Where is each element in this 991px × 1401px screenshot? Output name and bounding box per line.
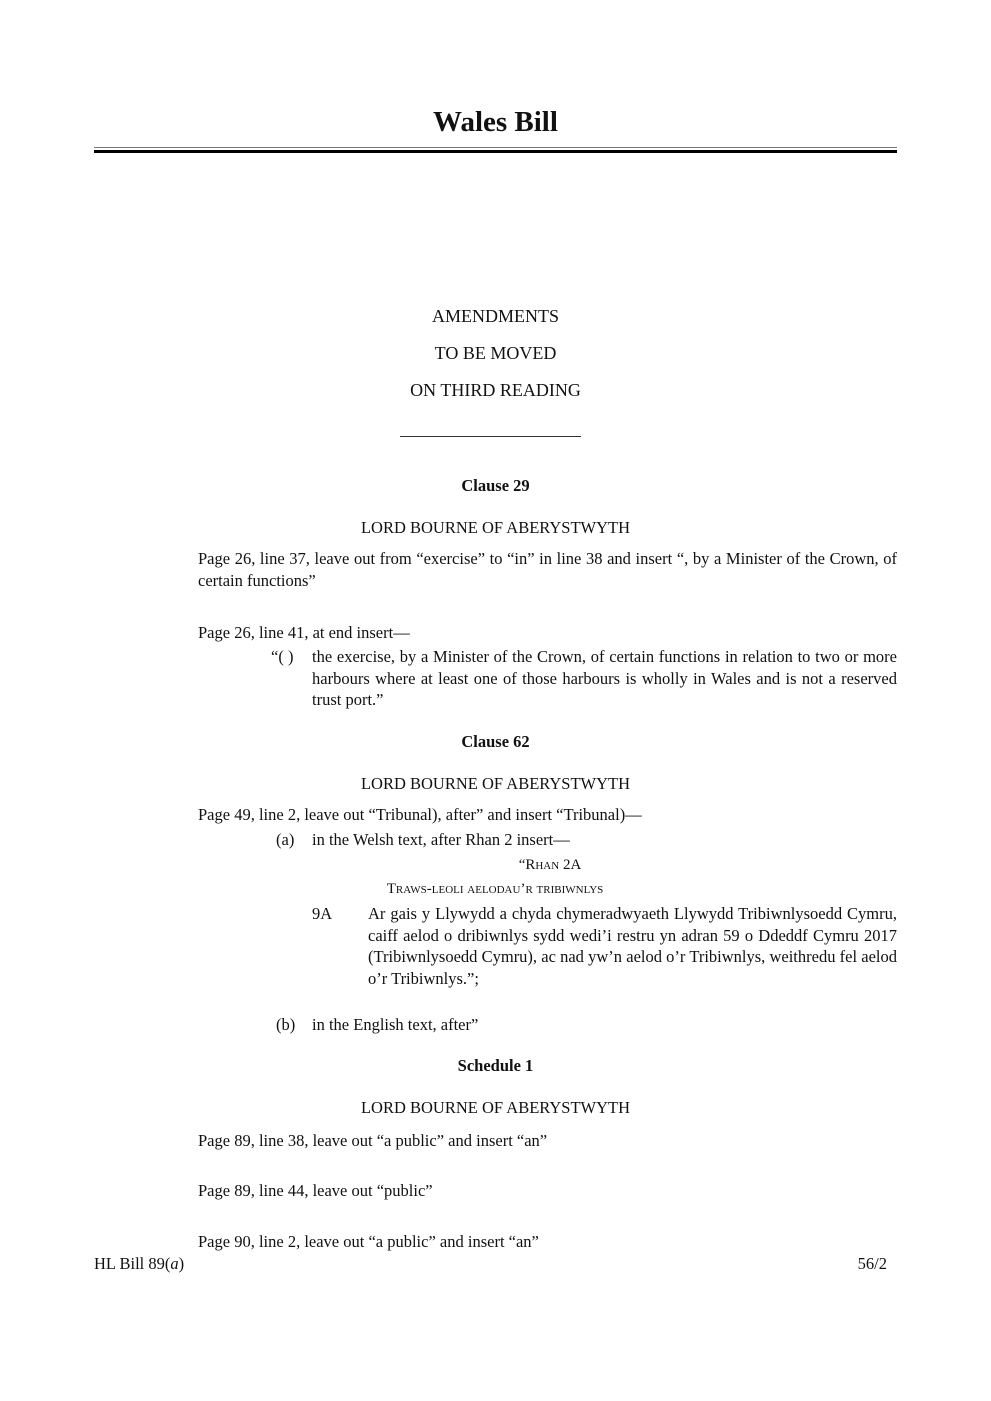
cover-line-1: AMENDMENTS [431,306,559,326]
cover-line-2: TO BE MOVED [434,343,557,363]
item-label-b: (b) [276,1015,296,1034]
amendment-text: Page 49, line 2, leave out “Tribunal), after” and insert “Tribunal)— [198,805,642,824]
bill-reference-suffix: ) [178,1254,185,1273]
title-rule-thin [94,147,897,148]
section-heading-clause-29: Clause 29 [461,476,530,495]
mover-name: LORD BOURNE OF ABERYSTWYTH [360,518,631,537]
inserted-paragraph-label: “( ) [271,647,294,666]
amendment-text: Page 89, line 44, leave out “public” [198,1181,433,1200]
welsh-part-number: “Rhan 2A [518,857,582,873]
inserted-paragraph-text: the exercise, by a Minister of the Crown, of certain functions in relation to two or more harbours where at least one of those harbours is wholly in Wales and is not a reserved trust port.” [312,647,897,709]
cover-line-3: ON THIRD READING [410,380,581,400]
bill-reference [94,1254,184,1274]
mover-name: LORD BOURNE OF ABERYSTWYTH [360,1098,631,1117]
amendment-text: Page 89, line 38, leave out “a public” and insert “an” [198,1131,548,1150]
item-text-b: in the English text, after” [312,1015,479,1034]
document-title: Wales Bill [433,106,558,138]
page-reference: 56/2 [857,1254,887,1273]
bill-reference-print: a [170,1254,179,1273]
title-rule-thick [94,150,897,153]
welsh-part-title: Traws-leoli aelodau’r tribiwnlys [386,881,604,897]
bill-reference-prefix: HL Bill 89( [94,1254,171,1273]
amendment-text: Page 90, line 2, leave out “a public” and insert “an” [198,1232,539,1251]
mover-name: LORD BOURNE OF ABERYSTWYTH [360,774,631,793]
cover-divider [400,436,581,437]
welsh-paragraph-number: 9A [312,904,333,923]
amendment-text: Page 26, line 37, leave out from “exercise” to “in” in line 38 and insert “, by a Minister of the Crown, of certain functions” [198,549,897,590]
item-label-a: (a) [276,830,295,849]
welsh-paragraph-text: Ar gais y Llywydd a chyda chymeradwyaeth Llywydd Tribiwnlysoedd Cymru, caiff aelod o dribiwnlys sydd wedi’i restru yn adran 59 o Ddeddf Cymru 2017 (Tribiwnlysoedd Cymru), ac nad yw’n aelod o’r Tribiwnlys, weithredu fel aelod o’r Tribiwnlys.”; [368,904,897,988]
section-heading-clause-62: Clause 62 [461,732,530,751]
amendment-text: Page 26, line 41, at end insert— [198,623,410,642]
item-text-a: in the Welsh text, after Rhan 2 insert— [312,830,570,849]
section-heading-schedule-1: Schedule 1 [457,1056,534,1075]
